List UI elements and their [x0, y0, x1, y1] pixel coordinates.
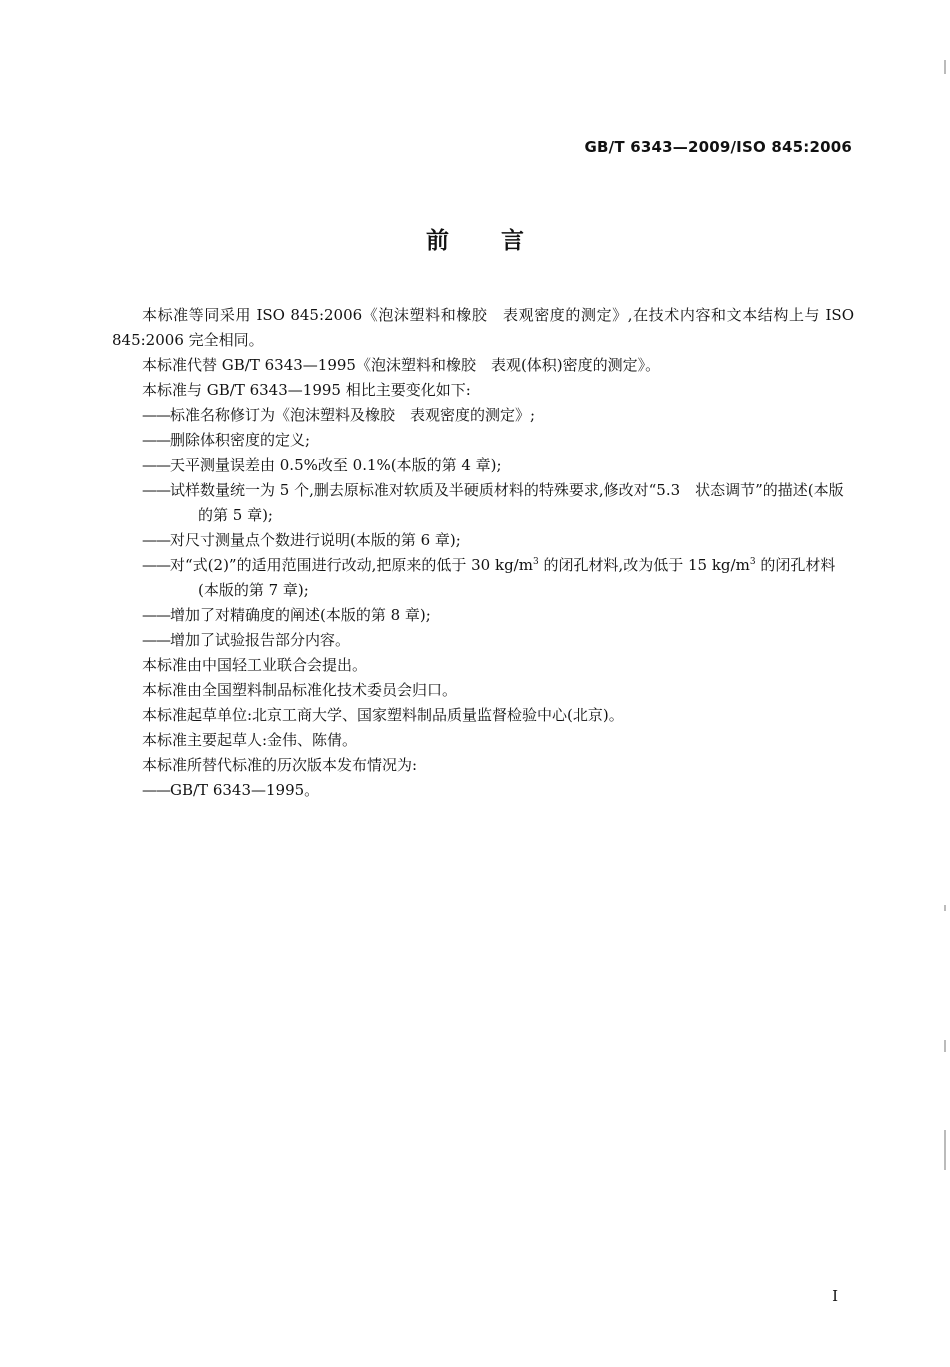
dash-marker: —— — [142, 781, 170, 799]
paragraph-committee: 本标准由全国塑料制品标准化技术委员会归口。 — [142, 681, 458, 699]
scan-artifact — [944, 1040, 946, 1052]
change-text-part: 的闭孔材料,改为低于 15 kg/m — [538, 556, 750, 574]
page-title: 前言 — [426, 228, 576, 254]
dash-marker: —— — [142, 556, 170, 574]
dash-marker: —— — [142, 631, 170, 649]
change-text-part: 的闭孔材料(本版的第 7 章); — [198, 556, 836, 599]
paragraph-drafting-units: 本标准起草单位:北京工商大学、国家塑料制品质量监督检验中心(北京)。 — [142, 706, 624, 724]
paragraph-history-intro: 本标准所替代标准的历次版本发布情况为: — [142, 756, 418, 774]
dash-marker: —— — [142, 481, 170, 499]
change-item-7 — [142, 603, 854, 628]
scan-artifact — [944, 905, 946, 911]
superscript: 3 — [532, 557, 539, 567]
change-item-6 — [142, 553, 854, 603]
change-item-4 — [142, 478, 854, 528]
dash-marker: —— — [142, 606, 170, 624]
history-item — [142, 778, 854, 803]
page-number: I — [832, 1287, 838, 1305]
change-item-5 — [142, 528, 854, 553]
dash-marker: —— — [142, 456, 170, 474]
paragraph-replacement: 本标准代替 GB/T 6343—1995《泡沫塑料和橡胶 表观(体积)密度的测定》。 — [142, 356, 661, 374]
change-item-8 — [142, 628, 854, 653]
change-text: 对尺寸测量点个数进行说明(本版的第 6 章); — [170, 531, 461, 549]
history-text: GB/T 6343—1995。 — [170, 781, 320, 799]
change-text: 试样数量统一为 5 个,删去原标准对软质及半硬质材料的特殊要求,修改对“5.3 状态调节”的描述(本版的第 5 章); — [170, 481, 844, 524]
change-text: 增加了试验报告部分内容。 — [170, 631, 351, 649]
paragraph-changes-intro: 本标准与 GB/T 6343—1995 相比主要变化如下: — [142, 381, 471, 399]
paragraph-adoption: 本标准等同采用 ISO 845:2006《泡沫塑料和橡胶 表观密度的测定》,在技术内容和文本结构上与 ISO 845:2006 完全相同。 — [112, 306, 854, 349]
dash-marker: —— — [142, 406, 170, 424]
change-text-part: 对“式(2)”的适用范围进行改动,把原来的低于 30 kg/m — [170, 556, 533, 574]
scan-artifact — [944, 60, 946, 74]
document-body — [112, 303, 854, 803]
change-item-1 — [142, 403, 854, 428]
paragraph-proposer: 本标准由中国轻工业联合会提出。 — [142, 656, 368, 674]
standard-code-header: GB/T 6343—2009/ISO 845:2006 — [584, 138, 852, 156]
paragraph-drafters: 本标准主要起草人:金伟、陈倩。 — [142, 731, 358, 749]
change-text: 天平测量误差由 0.5%改至 0.1%(本版的第 4 章); — [170, 456, 502, 474]
dash-marker: —— — [142, 531, 170, 549]
change-item-3 — [142, 453, 854, 478]
dash-marker: —— — [142, 431, 170, 449]
scan-artifact — [944, 1130, 946, 1170]
change-item-2 — [142, 428, 854, 453]
change-text: 删除体积密度的定义; — [170, 431, 311, 449]
change-text: 增加了对精确度的阐述(本版的第 8 章); — [170, 606, 431, 624]
change-text: 标准名称修订为《泡沫塑料及橡胶 表观密度的测定》; — [170, 406, 536, 424]
superscript: 3 — [749, 557, 756, 567]
